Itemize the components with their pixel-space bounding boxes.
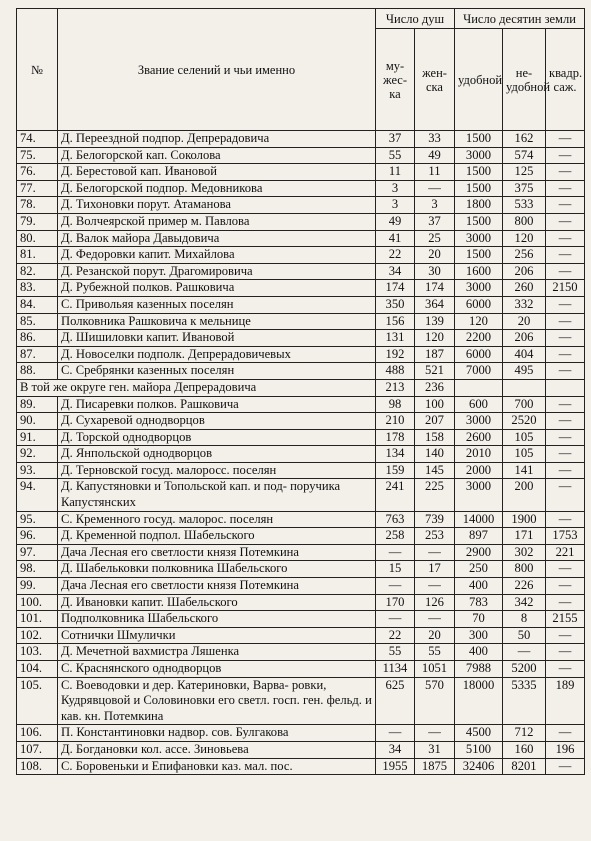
good-land: 7000 (455, 363, 503, 380)
settlement-name: Д. Терновской госуд. малоросс. поселян (58, 462, 376, 479)
square-sazhen: — (546, 197, 585, 214)
square-sazhen: — (546, 213, 585, 230)
bad-land: 375 (503, 180, 546, 197)
row-number: 97. (17, 544, 58, 561)
good-land: 7988 (455, 661, 503, 678)
table-row (17, 677, 585, 725)
settlement-name: Д. Белогорской кап. Соколова (58, 147, 376, 164)
female-count: 174 (415, 280, 455, 297)
female-count: 3 (415, 197, 455, 214)
settlement-name: Д. Федоровки капит. Михайлова (58, 247, 376, 264)
male-count: 488 (376, 363, 415, 380)
square-sazhen: — (546, 429, 585, 446)
settlement-name: С. Боровеньки и Епифановки каз. мал. пос. (58, 758, 376, 775)
square-sazhen: — (546, 758, 585, 775)
settlement-name: Д. Рубежной полков. Рашковича (58, 280, 376, 297)
square-sazhen: — (546, 446, 585, 463)
female-count: 20 (415, 247, 455, 264)
male-count: 156 (376, 313, 415, 330)
square-sazhen: — (546, 725, 585, 742)
settlement-name: Д. Сухаревой однодворцов (58, 413, 376, 430)
bad-land: 120 (503, 230, 546, 247)
female-count: 11 (415, 164, 455, 181)
good-land: 600 (455, 396, 503, 413)
bad-land: 404 (503, 346, 546, 363)
bad-land (503, 379, 546, 396)
female-count: 49 (415, 147, 455, 164)
good-land: 120 (455, 313, 503, 330)
row-number: 104. (17, 661, 58, 678)
good-land: 3000 (455, 280, 503, 297)
female-count: 139 (415, 313, 455, 330)
male-count: 192 (376, 346, 415, 363)
female-count: 364 (415, 296, 455, 313)
bad-land: 171 (503, 528, 546, 545)
settlement-name: Д. Белогорской подпор. Медовникова (58, 180, 376, 197)
square-sazhen: 189 (546, 677, 585, 725)
good-land: 250 (455, 561, 503, 578)
row-number: 90. (17, 413, 58, 430)
table-row (17, 296, 585, 313)
good-land: 2010 (455, 446, 503, 463)
square-sazhen: — (546, 147, 585, 164)
square-sazhen: — (546, 479, 585, 511)
good-land: 300 (455, 627, 503, 644)
row-number: 106. (17, 725, 58, 742)
row-number: 103. (17, 644, 58, 661)
bad-land: 162 (503, 131, 546, 148)
row-number: 79. (17, 213, 58, 230)
row-number: 78. (17, 197, 58, 214)
square-sazhen: — (546, 131, 585, 148)
square-sazhen: — (546, 594, 585, 611)
male-count: 3 (376, 197, 415, 214)
female-count: 140 (415, 446, 455, 463)
settlement-name: С. Воеводовки и дер. Катериновки, Варва- ровки, Кудрявцовой и Соловиновки его светл. госп. ген. фельд. и кав. кн. Потемкина (58, 677, 376, 725)
female-count: 20 (415, 627, 455, 644)
table-row (17, 661, 585, 678)
col-male-header: му- жес- ка (376, 29, 415, 131)
male-count: 1955 (376, 758, 415, 775)
table-row (17, 462, 585, 479)
male-count: — (376, 578, 415, 595)
settlement-name: С. Сребрянки казенных поселян (58, 363, 376, 380)
square-sazhen: — (546, 627, 585, 644)
settlement-name: Д. Мечетной вахмистра Ляшенка (58, 644, 376, 661)
bad-land: 574 (503, 147, 546, 164)
female-count: 1875 (415, 758, 455, 775)
settlements-table (16, 8, 585, 775)
female-count: — (415, 180, 455, 197)
square-sazhen: 221 (546, 544, 585, 561)
row-number: 86. (17, 330, 58, 347)
table-row (17, 330, 585, 347)
settlement-name: Д. Ивановки капит. Шабельского (58, 594, 376, 611)
male-count: 98 (376, 396, 415, 413)
row-number: 91. (17, 429, 58, 446)
female-count: — (415, 725, 455, 742)
settlement-name: Д. Берестовой кап. Ивановой (58, 164, 376, 181)
male-count: 625 (376, 677, 415, 725)
female-count: 30 (415, 263, 455, 280)
male-count: 15 (376, 561, 415, 578)
settlement-name: Подполковника Шабельского (58, 611, 376, 628)
bad-land: 125 (503, 164, 546, 181)
square-sazhen: 2155 (546, 611, 585, 628)
table-row (17, 627, 585, 644)
table-row (17, 725, 585, 742)
female-count: — (415, 611, 455, 628)
row-number: 77. (17, 180, 58, 197)
square-sazhen: — (546, 346, 585, 363)
female-count: 207 (415, 413, 455, 430)
table-row (17, 147, 585, 164)
table-row (17, 479, 585, 511)
male-count: 22 (376, 627, 415, 644)
table-row (17, 247, 585, 264)
good-land: 1500 (455, 180, 503, 197)
bad-land: 141 (503, 462, 546, 479)
male-count: 241 (376, 479, 415, 511)
good-land: 70 (455, 611, 503, 628)
male-count: 159 (376, 462, 415, 479)
good-land: 400 (455, 644, 503, 661)
square-sazhen: 196 (546, 741, 585, 758)
bad-land: 8201 (503, 758, 546, 775)
settlement-name: С. Краснянского однодворцов (58, 661, 376, 678)
table-row (17, 164, 585, 181)
row-number: 102. (17, 627, 58, 644)
settlement-name: Д. Переездной подпор. Депрерадовича (58, 131, 376, 148)
bad-land: 105 (503, 446, 546, 463)
table-row (17, 379, 585, 396)
settlement-name: Д. Кременной подпол. Шабельского (58, 528, 376, 545)
good-land: 783 (455, 594, 503, 611)
female-count: 521 (415, 363, 455, 380)
female-count: 100 (415, 396, 455, 413)
female-count: 25 (415, 230, 455, 247)
bad-land: 256 (503, 247, 546, 264)
bad-land: 332 (503, 296, 546, 313)
male-count: 763 (376, 511, 415, 528)
row-number: 76. (17, 164, 58, 181)
settlement-name: Д. Тихоновки порут. Атаманова (58, 197, 376, 214)
square-sazhen: — (546, 164, 585, 181)
good-land: 1600 (455, 263, 503, 280)
souls-group-header: Число душ (376, 9, 455, 29)
good-land: 2000 (455, 462, 503, 479)
table-row (17, 741, 585, 758)
male-count: 49 (376, 213, 415, 230)
table-row (17, 528, 585, 545)
table-row (17, 396, 585, 413)
square-sazhen: — (546, 511, 585, 528)
settlement-name: Д. Капустяновки и Топольской кап. и под- поручика Капустянских (58, 479, 376, 511)
table-row (17, 544, 585, 561)
row-subheading: В той же округе ген. майора Депрерадовича (17, 379, 376, 396)
table-row (17, 346, 585, 363)
settlement-name: Д. Валок майора Давыдовича (58, 230, 376, 247)
settlement-name: Д. Шишиловки капит. Ивановой (58, 330, 376, 347)
square-sazhen (546, 379, 585, 396)
table-row (17, 446, 585, 463)
bad-land: 50 (503, 627, 546, 644)
male-count: 37 (376, 131, 415, 148)
female-count: 253 (415, 528, 455, 545)
col-bad-land-header: не- удобной (503, 29, 546, 131)
col-good-land-header: удобной (455, 29, 503, 131)
table-row (17, 180, 585, 197)
good-land: 3000 (455, 479, 503, 511)
good-land: 2900 (455, 544, 503, 561)
settlement-name: Д. Писаревки полков. Рашковича (58, 396, 376, 413)
bad-land: 342 (503, 594, 546, 611)
settlement-name: Д. Янпольской однодворцов (58, 446, 376, 463)
female-count: — (415, 578, 455, 595)
good-land: 32406 (455, 758, 503, 775)
square-sazhen: — (546, 247, 585, 264)
male-count: 55 (376, 147, 415, 164)
female-count: 158 (415, 429, 455, 446)
table-row (17, 131, 585, 148)
row-number: 94. (17, 479, 58, 511)
table-row (17, 594, 585, 611)
table-row (17, 313, 585, 330)
row-number: 92. (17, 446, 58, 463)
bad-land: — (503, 644, 546, 661)
bad-land: 800 (503, 561, 546, 578)
good-land: 2600 (455, 429, 503, 446)
male-count: 174 (376, 280, 415, 297)
row-number: 107. (17, 741, 58, 758)
settlement-name: Д. Новоселки подполк. Депрерадовичевых (58, 346, 376, 363)
good-land: 4500 (455, 725, 503, 742)
bad-land: 302 (503, 544, 546, 561)
row-number: 80. (17, 230, 58, 247)
square-sazhen: — (546, 396, 585, 413)
male-count: — (376, 611, 415, 628)
bad-land: 800 (503, 213, 546, 230)
female-count: 17 (415, 561, 455, 578)
settlement-name: Д. Богдановки кол. ассе. Зиновьева (58, 741, 376, 758)
row-number: 108. (17, 758, 58, 775)
table-row (17, 429, 585, 446)
land-group-header: Число десятин земли (455, 9, 585, 29)
bad-land: 700 (503, 396, 546, 413)
square-sazhen: — (546, 413, 585, 430)
male-count: 34 (376, 741, 415, 758)
good-land: 3000 (455, 413, 503, 430)
settlement-name: Д. Волчеярской пример м. Павлова (58, 213, 376, 230)
bad-land: 2520 (503, 413, 546, 430)
row-number: 82. (17, 263, 58, 280)
square-sazhen: — (546, 296, 585, 313)
row-number: 96. (17, 528, 58, 545)
female-count: 236 (415, 379, 455, 396)
row-number: 88. (17, 363, 58, 380)
female-count: 31 (415, 741, 455, 758)
table-row (17, 511, 585, 528)
table-row (17, 758, 585, 775)
col-square-header: квадр. саж. (546, 29, 585, 131)
bad-land: 260 (503, 280, 546, 297)
square-sazhen: 1753 (546, 528, 585, 545)
table-row (17, 578, 585, 595)
col-name-header: Звание селений и чьи именно (58, 9, 376, 131)
female-count: 126 (415, 594, 455, 611)
settlement-name: Полковника Рашковича к мельнице (58, 313, 376, 330)
female-count: 55 (415, 644, 455, 661)
table-row (17, 230, 585, 247)
male-count: 213 (376, 379, 415, 396)
female-count: 225 (415, 479, 455, 511)
male-count: 350 (376, 296, 415, 313)
row-number: 87. (17, 346, 58, 363)
male-count: 3 (376, 180, 415, 197)
bad-land: 533 (503, 197, 546, 214)
row-number: 99. (17, 578, 58, 595)
male-count: 1134 (376, 661, 415, 678)
square-sazhen: 2150 (546, 280, 585, 297)
male-count: — (376, 725, 415, 742)
settlement-name: Д. Резанской порут. Драгомировича (58, 263, 376, 280)
good-land: 400 (455, 578, 503, 595)
good-land: 3000 (455, 147, 503, 164)
male-count: 11 (376, 164, 415, 181)
square-sazhen: — (546, 180, 585, 197)
row-number: 89. (17, 396, 58, 413)
good-land: 1500 (455, 131, 503, 148)
row-number: 74. (17, 131, 58, 148)
male-count: 22 (376, 247, 415, 264)
row-number: 93. (17, 462, 58, 479)
good-land (455, 379, 503, 396)
row-number: 98. (17, 561, 58, 578)
male-count: — (376, 544, 415, 561)
male-count: 258 (376, 528, 415, 545)
table-row (17, 644, 585, 661)
good-land: 5100 (455, 741, 503, 758)
square-sazhen: — (546, 313, 585, 330)
register-page (16, 8, 584, 775)
row-number: 95. (17, 511, 58, 528)
bad-land: 226 (503, 578, 546, 595)
male-count: 178 (376, 429, 415, 446)
female-count: 120 (415, 330, 455, 347)
male-count: 134 (376, 446, 415, 463)
bad-land: 1900 (503, 511, 546, 528)
bad-land: 20 (503, 313, 546, 330)
good-land: 1500 (455, 213, 503, 230)
female-count: 570 (415, 677, 455, 725)
male-count: 210 (376, 413, 415, 430)
row-number: 105. (17, 677, 58, 725)
good-land: 14000 (455, 511, 503, 528)
bad-land: 5200 (503, 661, 546, 678)
table-row (17, 263, 585, 280)
good-land: 897 (455, 528, 503, 545)
female-count: 37 (415, 213, 455, 230)
row-number: 83. (17, 280, 58, 297)
table-row (17, 611, 585, 628)
table-row (17, 561, 585, 578)
male-count: 41 (376, 230, 415, 247)
good-land: 1800 (455, 197, 503, 214)
male-count: 170 (376, 594, 415, 611)
good-land: 6000 (455, 296, 503, 313)
table-row (17, 213, 585, 230)
male-count: 34 (376, 263, 415, 280)
good-land: 1500 (455, 247, 503, 264)
square-sazhen: — (546, 561, 585, 578)
table-body (17, 131, 585, 775)
square-sazhen: — (546, 230, 585, 247)
bad-land: 8 (503, 611, 546, 628)
female-count: 145 (415, 462, 455, 479)
square-sazhen: — (546, 330, 585, 347)
square-sazhen: — (546, 661, 585, 678)
good-land: 1500 (455, 164, 503, 181)
settlement-name: Д. Торской однодворцов (58, 429, 376, 446)
bad-land: 5335 (503, 677, 546, 725)
good-land: 6000 (455, 346, 503, 363)
settlement-name: С. Кременного госуд. малорос. поселян (58, 511, 376, 528)
bad-land: 206 (503, 263, 546, 280)
bad-land: 200 (503, 479, 546, 511)
female-count: 1051 (415, 661, 455, 678)
female-count: 33 (415, 131, 455, 148)
bad-land: 160 (503, 741, 546, 758)
row-number: 100. (17, 594, 58, 611)
col-female-header: жен- ска (415, 29, 455, 131)
square-sazhen: — (546, 363, 585, 380)
male-count: 131 (376, 330, 415, 347)
bad-land: 105 (503, 429, 546, 446)
bad-land: 495 (503, 363, 546, 380)
row-number: 75. (17, 147, 58, 164)
row-number: 84. (17, 296, 58, 313)
square-sazhen: — (546, 644, 585, 661)
row-number: 101. (17, 611, 58, 628)
table-row (17, 197, 585, 214)
square-sazhen: — (546, 462, 585, 479)
settlement-name: С. Привольяя казенных поселян (58, 296, 376, 313)
settlement-name: П. Константиновки надвор. сов. Булгакова (58, 725, 376, 742)
square-sazhen: — (546, 263, 585, 280)
bad-land: 206 (503, 330, 546, 347)
settlement-name: Д. Шабельковки полковника Шабельского (58, 561, 376, 578)
female-count: — (415, 544, 455, 561)
male-count: 55 (376, 644, 415, 661)
col-number-header: № (17, 9, 58, 131)
good-land: 2200 (455, 330, 503, 347)
settlement-name: Сотнички Шмулички (58, 627, 376, 644)
square-sazhen: — (546, 578, 585, 595)
table-row (17, 363, 585, 380)
table-row (17, 413, 585, 430)
row-number: 85. (17, 313, 58, 330)
row-number: 81. (17, 247, 58, 264)
female-count: 739 (415, 511, 455, 528)
settlement-name: Дача Лесная его светлости князя Потемкина (58, 578, 376, 595)
table-row (17, 280, 585, 297)
good-land: 3000 (455, 230, 503, 247)
settlement-name: Дача Лесная его светлости князя Потемкина (58, 544, 376, 561)
female-count: 187 (415, 346, 455, 363)
good-land: 18000 (455, 677, 503, 725)
bad-land: 712 (503, 725, 546, 742)
